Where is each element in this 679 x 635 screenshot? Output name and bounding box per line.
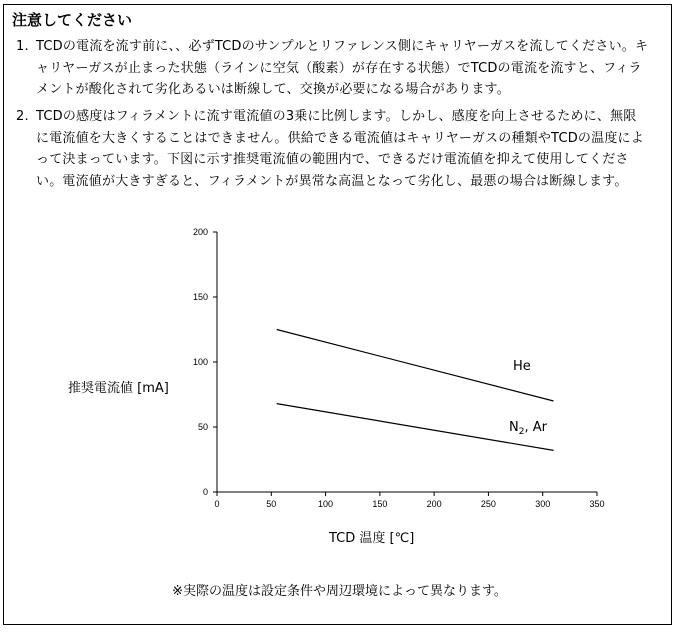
note-text: TCDの感度はフィラメントに流す電流値の3乗に比例します。しかし、感度を向上させるために、無限に電流値を大きくすることはできません。供給できる電流値はキャリヤーガスの種類やTCDの温度によって決まっています。下図に示す推奨電流値の範囲内で、できるだけ電流値を抑えて使用してください。電流値が大きすぎると、フィラメントが異常な高温となって劣化し、最悪の場合は断線します。 <box>36 109 644 189</box>
y-tick-label: 0 <box>202 487 208 497</box>
note-text: TCDの電流を流す前に、、必ずTCDのサンプルとリファレンス側にキャリヤーガスを流してください。キャリヤーガスが止まった状態（ラインに空気（酸素）が存在する状態）でTCDの電流を流すと、フィラメントが酸化されて劣化あるいは断線して、交換が必要になる場合があります。 <box>36 39 649 97</box>
x-tick-label: 200 <box>426 499 442 509</box>
x-tick-label: 100 <box>318 499 334 509</box>
x-tick-label: 250 <box>480 499 496 509</box>
x-tick-label: 150 <box>372 499 388 509</box>
notice-title: 注意してください <box>12 11 133 29</box>
note-number: 1. <box>16 39 29 54</box>
x-tick-label: 50 <box>266 499 277 509</box>
y-tick-label: 100 <box>192 357 208 367</box>
series-label-subscript: 2 <box>518 427 525 437</box>
x-tick-label: 350 <box>589 499 605 509</box>
series-label-main: N <box>509 420 519 435</box>
series-label-he: He <box>513 359 531 374</box>
x-axis-label: TCD 温度 [℃] <box>329 531 415 546</box>
series-label-n2ar <box>509 420 548 437</box>
y-tick-label: 200 <box>192 227 208 237</box>
y-tick-label: 150 <box>192 292 208 302</box>
footer-note: ※実際の温度は設定条件や周辺環境によって異なります。 <box>172 584 507 599</box>
y-axis-label: 推奨電流値 [mA] <box>68 381 169 396</box>
y-tick-label: 50 <box>197 422 208 432</box>
series-label-tail: , Ar <box>524 420 547 435</box>
x-tick-label: 0 <box>214 499 220 509</box>
x-tick-label: 300 <box>535 499 551 509</box>
note-number: 2. <box>16 109 29 124</box>
